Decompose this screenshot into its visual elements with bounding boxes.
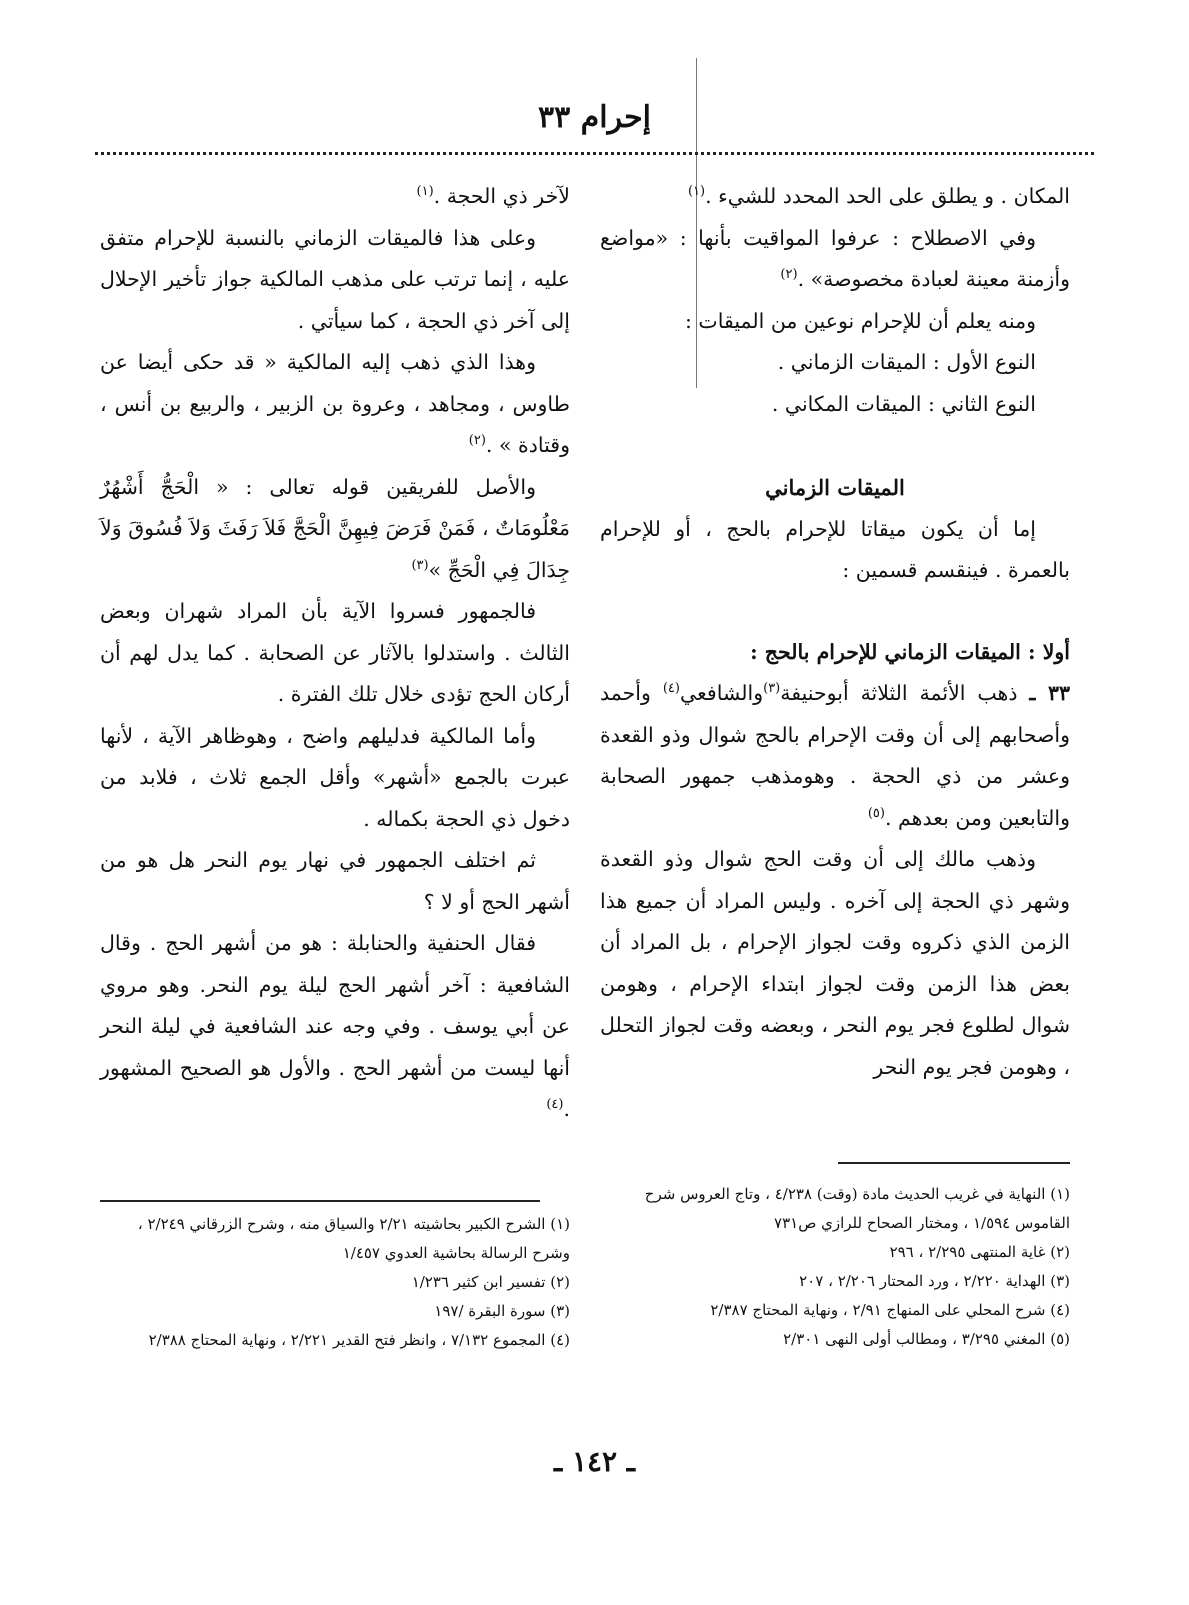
text: ذهب الأئمة الثلاثة أبوحنيفة (780, 681, 1018, 705)
paragraph (600, 176, 1070, 218)
footnote-ref: (١) (416, 184, 434, 200)
footnote: (٤) المجموع ٧/١٣٢ ، وانظر فتح القدير ٢/٢٢١ ، ونهاية المحتاج ٢/٣٨٨ (148, 1331, 570, 1349)
paragraph: وأما المالكية فدليلهم واضح ، وهوظاهر الآية ، لأنها عبرت بالجمع «أشهر» وأقل الجمع ثلاث ، فلابد من دخول ذي الحجة بكماله . (100, 723, 570, 831)
list-item: النوع الثاني : الميقات المكاني . (771, 391, 1036, 416)
page-number: ـ ١٤٢ ـ (553, 1445, 636, 1478)
footnote-ref: (٢) (468, 433, 486, 449)
paragraph (100, 923, 570, 1131)
text: لآخر ذي الحجة . (433, 184, 570, 208)
text: فقال الحنفية والحنابلة : هو من أشهر الحج . وقال الشافعية : آخر أشهر الحج ليلة يوم النحر. وهو مروي عن أبي يوسف . وفي وجه عند الشافعية في ليلة النحر أنها ليست من أشهر الحج . والأول هو الصحيح المشهور . (100, 931, 570, 1121)
footnotes-left (100, 1210, 570, 1355)
left-column (100, 176, 570, 1131)
text: وفي الاصطلاح : عرفوا المواقيت بأنها : «مواضع وأزمنة معينة لعبادة مخصوصة» . (600, 225, 1070, 291)
footnote: (٢) تفسير ابن كثير ١/٢٣٦ (411, 1273, 570, 1291)
paragraph: ومنه يعلم أن للإحرام نوعين من الميقات : (684, 308, 1036, 333)
footnote-ref: (٢) (780, 267, 798, 283)
paragraph: فالجمهور فسروا الآية بأن المراد شهران وبعض الثالث . واستدلوا بالآثار عن الصحابة . كما يدل لهم أن أركان الحج تؤدى خلال تلك الفترة . (100, 599, 570, 706)
footnote: (١) النهاية في غريب الحديث مادة (وقت) ٤/٢٣٨ ، وتاج العروس شرح القاموس ١/٥٩٤ ، ومختار الصحاح للرازي ص٧٣١ (644, 1185, 1070, 1232)
article-number: ٣٣ ـ (1029, 681, 1070, 705)
paragraph (600, 673, 1070, 839)
footnote: (٥) المغني ٣/٢٩٥ ، ومطالب أولى النهى ٢/٣٠١ (783, 1330, 1070, 1348)
footnote-ref: (١) (687, 184, 706, 200)
footnote: (١) الشرح الكبير بحاشيته ٢/٢١ والسياق منه ، وشرح الزرقاني ٢/٢٤٩ ، وشرح الرسالة بحاشية العدوي ١/٤٥٧ (137, 1215, 570, 1262)
subsection-heading: أولا : الميقات الزماني للإحرام بالحج : (750, 639, 1070, 664)
footnote: (٣) سورة البقرة /١٩٧ (434, 1302, 570, 1320)
footnote-ref: (٤) (546, 1097, 564, 1113)
paragraph: ثم اختلف الجمهور في نهار يوم النحر هل هو من أشهر الحج أو لا ؟ (100, 848, 570, 914)
paragraph (100, 342, 570, 467)
quran-verse: والأصل للفريقين قوله تعالى : « الْحَجُّ أَشْهُرٌ مَعْلُومَاتٌ ، فَمَنْ فَرَضَ فِيهِنَّ الْحَجَّ فَلاَ رَفَثَ وَلاَ فُسُوقَ وَلاَ جِدَالَ فِي الْحَجِّ » (100, 474, 570, 582)
paragraph (100, 467, 570, 592)
header-dotted-rule (95, 152, 1094, 155)
paragraph: وعلى هذا فالميقات الزماني بالنسبة للإحرام متفق عليه ، إنما ترتب على مذهب المالكية جواز تأخير الإحلال إلى آخر ذي الحجة ، كما سيأتي . (100, 225, 570, 333)
page-header-title: إحرام ٣٣ (537, 100, 652, 135)
text: المكان . و يطلق على الحد المحدد للشيء . (705, 184, 1070, 208)
footnote-ref: (٣) (763, 681, 781, 697)
list-item: النوع الأول : الميقات الزماني . (777, 350, 1036, 374)
paragraph: إما أن يكون ميقاتا للإحرام بالحج ، أو للإحرام بالعمرة . فينقسم قسمين : (600, 516, 1070, 582)
text: والشافعي (679, 681, 764, 705)
footnote-ref: (٤) (662, 681, 680, 697)
text: وهذا الذي ذهب إليه المالكية « قد حكى أيضا عن طاوس ، ومجاهد ، وعروة بن الزبير ، والربيع بن أنس ، وقتادة » . (100, 350, 570, 457)
footnote-separator-right (838, 1162, 1070, 1164)
footnote-separator-left (100, 1200, 540, 1202)
paragraph (100, 176, 570, 218)
footnote: (٣) الهداية ٢/٢٢٠ ، ورد المحتار ٢/٢٠٦ ، ٢٠٧ (799, 1272, 1070, 1290)
footnote-ref: (٥) (867, 805, 885, 821)
section-heading: الميقات الزماني (765, 475, 905, 500)
paragraph (600, 218, 1070, 301)
footnote-ref: (٣) (411, 557, 429, 573)
footnote: (٤) شرح المحلي على المنهاج ٢/٩١ ، ونهاية المحتاج ٢/٣٨٧ (710, 1301, 1070, 1319)
right-column (600, 176, 1070, 1088)
text: وأحمد وأصحابهم إلى أن وقت الإحرام بالحج شوال وذو القعدة وعشر من ذي الحجة . وهومذهب جمهور الصحابة والتابعين ومن بعدهم . (600, 681, 1070, 830)
footnotes-right (600, 1180, 1070, 1354)
footnote: (٢) غاية المنتهى ٢/٢٩٥ ، ٢٩٦ (889, 1243, 1070, 1261)
paragraph: وذهب مالك إلى أن وقت الحج شوال وذو القعدة وشهر ذي الحجة إلى آخره . وليس المراد أن جميع هذا الزمن الذي ذكروه وقت لجواز الإحرام ، بل المراد أن بعض هذا الزمن وقت لجواز ابتداء الإحرام ، وهومن شوال لطلوع فجر يوم النحر ، وبعضه وقت لجواز التحلل ، وهومن فجر يوم النحر (600, 847, 1070, 1079)
